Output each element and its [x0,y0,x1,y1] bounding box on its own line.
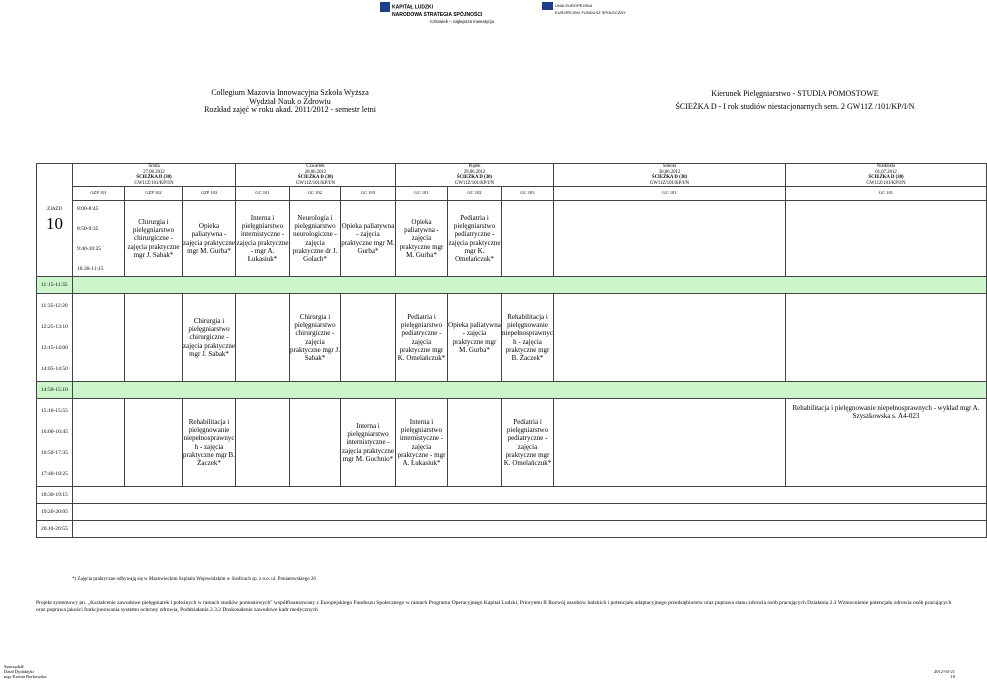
schedule-grid [36,163,980,560]
class-cell: Chirurgia i pielęgniarstwo chirurgiczne - zajęcia praktyczne mgr J. Sabak* [183,294,236,382]
class-cell: Opieka paliatywna - zajęcia praktyczne mgr M. Gurba* [183,201,236,277]
practice-note: *) Zajęcia praktyczne odbywają się w Mazowieckim Szpitalu Wojewódzkim w Siedlcach sp. z o.o. ul. Poniatowskiego 26 [72,577,316,582]
class-cell: Pediatria i pielęgniarstwo pediatryczne - zajęcia praktyczne mgr K. Omelańczuk* [396,294,448,382]
group-cell: GZP 101 [73,187,125,201]
program-name: Kierunek Pielęgniarstwo - STUDIA POMOSTOWE [711,89,879,98]
midday-block [37,294,987,382]
class-cell: Opieka paliatywna - zajęcia praktyczne mgr M. Gurba* [396,201,448,277]
group-row [37,187,987,201]
afternoon-block [37,399,987,487]
document-meta [934,669,955,679]
day-niedziela: Niedziela 01.07.2012 ŚCIEŻKA D (30) GW11Z/101/KP/I/N [786,164,987,187]
zjazd-cell [37,164,73,277]
empty-cell [73,487,987,504]
class-cell: Interna i pielęgniarstwo internistyczne - zajęcia praktyczne mgr M. Gochnio* [341,399,396,487]
eu-logo [542,2,626,15]
schedule-title: Rozkład zajęć w roku akad. 2011/2012 - semestr letni [204,105,376,114]
day-piatek: Piątek 29.06.2012 ŚCIEŻKA D (30) GW11Z/101/KP/I/N [396,164,554,187]
group-cell: GC 101 [554,187,786,201]
empty-cell [554,201,786,277]
group-cell: GZP 102 [125,187,183,201]
empty-cell [502,201,554,277]
class-cell: Pediatria i pielęgniarstwo pediatryczne - zajęcia praktyczne mgr K. Omelańczuk* [502,399,554,487]
page-number: 10 [950,674,955,679]
empty-cell [73,294,125,382]
class-cell: Rehabilitacja i pielęgnowanie niepełnosprawnyc h - zajęcia praktyczne mgr B. Żaczek* [502,294,554,382]
zjazd-label: ZJAZD [47,206,62,212]
class-cell: Opieka paliatywna - zajęcia praktyczne mgr M. Gurba* [448,294,502,382]
lecture-cell: Rehabilitacja i pielęgnowanie niepełnosprawnych - wykład mgr A. Szyszkowska s. A4-023 [786,399,987,487]
eu-flag-icon [542,2,553,10]
eu-text: UNIA EUROPEJSKA [555,3,593,9]
day-czwartek: Czwartek 28.06.2012 ŚCIEŻKA D (30) GW11Z/101/KP/I/N [236,164,396,187]
group-cell: GC 101 [236,187,290,201]
break-fill [73,277,987,294]
kapital-ludzki-icon [380,2,390,12]
break-fill [73,382,987,399]
group-cell: GZP 103 [183,187,236,201]
tagline: Człowiek – najlepsza inwestycja [430,19,495,24]
empty-cell [125,399,183,487]
kapital-ludzki-logo [380,2,482,18]
empty-cell [236,294,290,382]
break-row-2 [37,382,987,399]
group-cell: GC 103 [502,187,554,201]
empty-cell [786,294,987,382]
evening-row-2: 19:20-20:05 [37,504,987,521]
group-cell: GC 101 [396,187,448,201]
project-note: Projekt systemowy pn. „Kształcenie zawodowe pielęgniarek i położnych w ramach studiów pomostowych" współfinansowany z Europejskiego Funduszu Społecznego w ramach Programu Operacyjnego Kapitał Ludzki, Priorytetu II Rozwój zasobów ludzkich i potencjału adaptacyjnego przedsiębiorstw oraz poprawa stanu zdrowia osób pracujących Działania 2.3 Wzmocnienie potencjału zdrowia osób pracujących oraz poprawa jakości funkcjonowania systemu ochrony zdrowia, Poddziałania 2.3.2 Doskonalenie zawodowe kadr medycznych [36,600,952,613]
empty-cell [73,504,987,521]
class-cell: Chirurgia i pielęgniarstwo chirurgiczne - zajęcia praktyczne mgr J. Sabak* [290,294,341,382]
program-header [660,89,930,112]
evening-row-1: 18:30-19:15 [37,487,987,504]
institution-name: Collegium Mazovia Innowacyjna Szkoła Wyższa [211,88,369,97]
break-time: 11:15-11:35 [37,277,73,294]
evening-row-3: 20.10-20:55 [37,521,987,538]
class-cell: Opieka paliatywna - zajęcia praktyczne mgr M. Gurba* [341,201,396,277]
document-date: 2012-03-21 [934,669,955,674]
kapital-ludzki-text: KAPITAŁ LUDZKI [392,4,434,11]
prepared-by: Sporządził: Dział Dydaktyki mgr Ksenia Borkowska [4,664,47,679]
eu-sub: EUROPEJSKI FUNDUSZ SPOŁECZNY [555,10,626,15]
class-cell: Pediatria i pielęgniarstwo pediatryczne - zajęcia praktyczne mgr K. Omelańczuk* [448,201,502,277]
class-cell: Chirurgia i pielęgniarstwo chirurgiczne - zajęcia praktyczne mgr J. Sabak* [125,201,183,277]
day-header-row [37,164,987,187]
empty-cell [73,399,125,487]
group-cell: GC 101 [786,187,987,201]
kapital-ludzki-sub: NARODOWA STRATEGIA SPÓJNOŚCI [392,12,483,18]
empty-cell [341,294,396,382]
break-time: 14:50-15:10 [37,382,73,399]
day-sobota: Sobota 30.06.2012 ŚCIEŻKA D (30) GW11Z/101/KP/I/N [554,164,786,187]
empty-cell [786,201,987,277]
afternoon-times: 15:10-15:55 16:00-16:45 16:50-17:35 17:40-18:25 [37,399,73,487]
morning-times: 8:00-8:45 8:50-9:35 9:40-10:25 10.30-11:15 [73,201,125,277]
class-cell: Neurologia i pielęgniarstwo neurologiczne - zajęcia praktyczne dr J. Golach* [290,201,341,277]
group-cell: GC 102 [448,187,502,201]
class-cell: Interna i pielęgniarstwo internistyczne - zajęcia praktyczne - mgr A. Łukasiuk* [236,201,290,277]
zjazd-number: 10 [46,214,63,234]
class-cell: Interna i pielęgniarstwo internistyczne - zajęcia praktyczne - mgr A. Łukasiuk* [396,399,448,487]
empty-cell [236,399,290,487]
day-sroda: Środa 27.06.2012 ŚCIEŻKA D (30) GW11Z/101/KP/I/N [73,164,236,187]
midday-times: 11:35-12:20 12:25-13:10 13:15-14:00 14:05-14:50 [37,294,73,382]
faculty-name: Wydział Nauk o Zdrowiu [249,96,331,106]
empty-cell [125,294,183,382]
class-cell: Rehabilitacja i pielęgnowanie niepełnosprawnyc h - zajęcia praktyczne mgr B. Żaczek* [183,399,236,487]
empty-cell [73,521,987,538]
empty-cell [448,399,502,487]
program-path: ŚCIEŻKA D - I rok studiów niestacjonarnych sem. 2 GW11Z /101/KP/I/N [675,102,915,111]
empty-cell [290,399,341,487]
institution-header [190,89,390,115]
empty-cell [554,399,786,487]
morning-block [37,201,987,277]
group-cell: GC 102 [290,187,341,201]
empty-cell [554,294,786,382]
break-row-1 [37,277,987,294]
group-cell: GC 103 [341,187,396,201]
